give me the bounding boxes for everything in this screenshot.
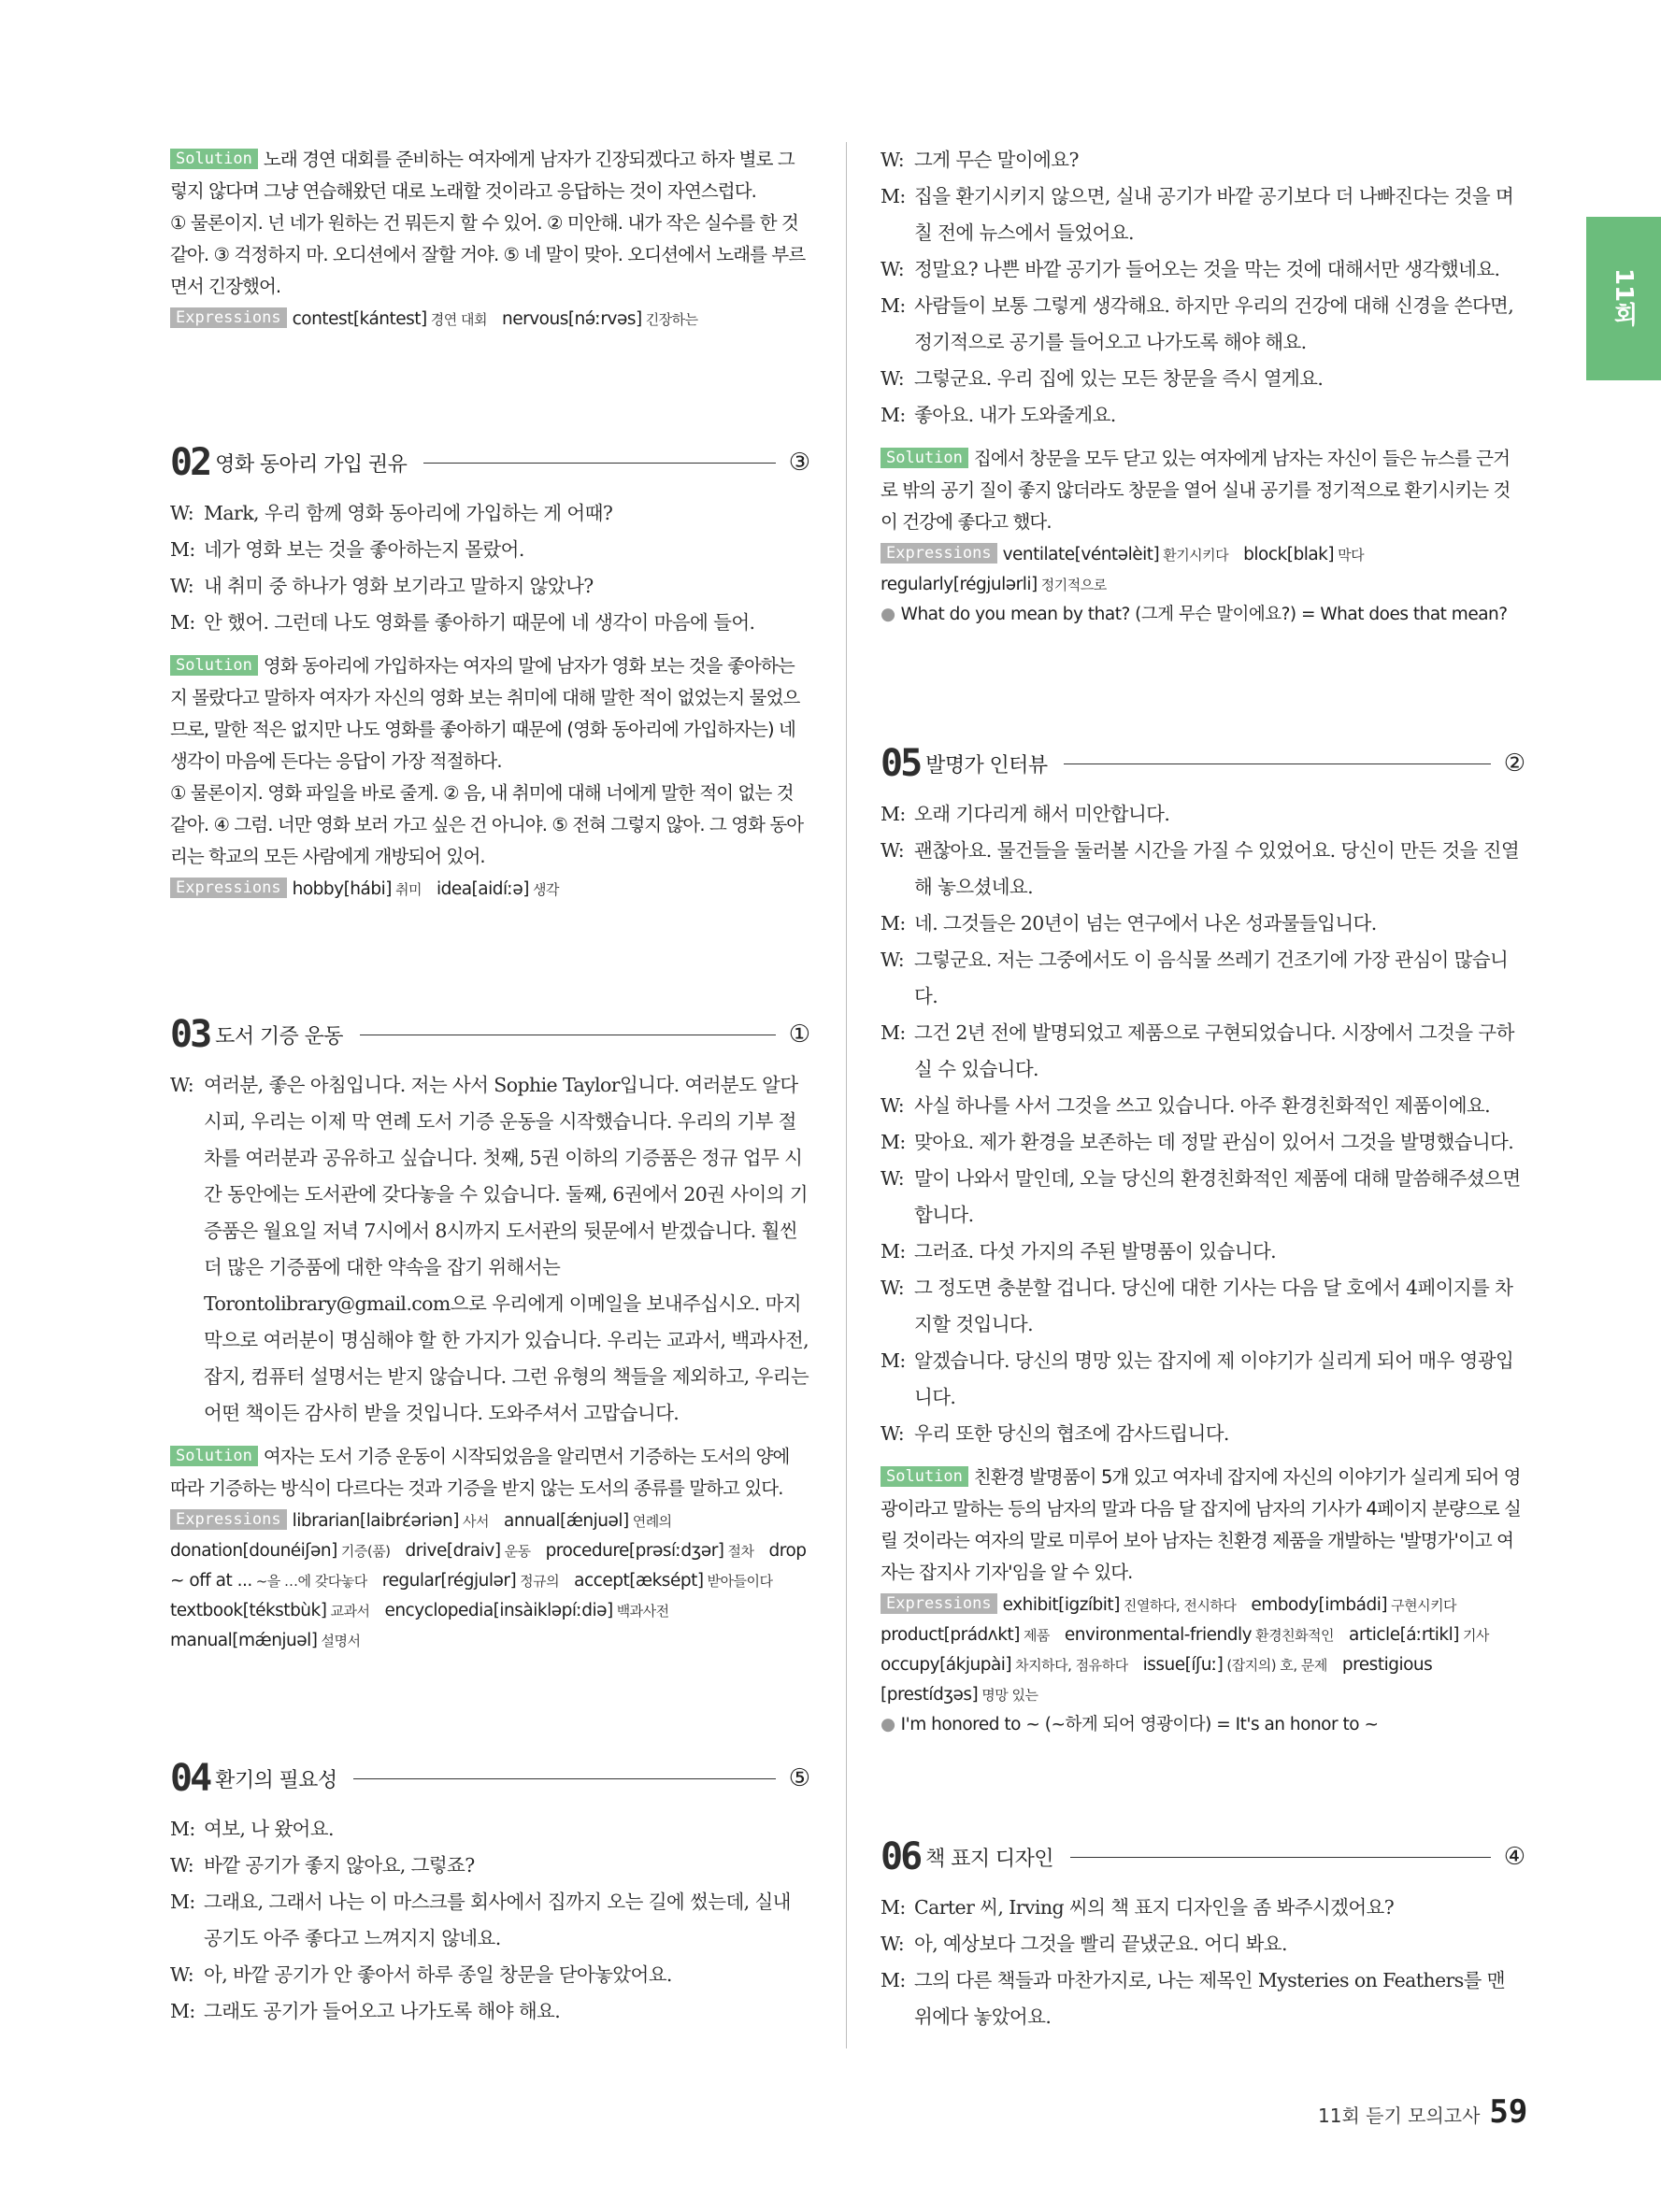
solution-tag: Solution [170,149,258,169]
expressions-tag: Expressions [170,878,287,898]
solution-tag: Solution [170,655,258,676]
section-title: 도서 기증 운동 [215,1024,343,1049]
section-title: 발명가 인터뷰 [925,753,1048,778]
column-divider [846,142,847,2048]
dialogue-line: W: 정말요? 나쁜 바깥 공기가 들어오는 것을 막는 것에 대해서만 생각했네요. [881,258,1500,280]
unit-tab-label: 11회 [1610,268,1638,327]
section-header [170,1751,810,1805]
section-04 [170,1751,810,2030]
section-title: 영화 동아리 가입 권유 [215,452,408,477]
dialogue-line: M: 그의 다른 책들과 마찬가지로, 나는 제목인 Mysteries on Feathers를 맨 위에다 놓았어요. [881,1969,1505,2028]
section-04-continued [881,142,1525,630]
dialogue-line: W: 그렇군요. 저는 그중에서도 이 음식물 쓰레기 건조기에 가장 관심이 많습니다. [881,949,1509,1007]
header-rule [353,1778,775,1779]
section-header [881,1830,1525,1884]
dialogue-line: M: 좋아요. 내가 도와줄게요. [881,404,1116,426]
dialogue [881,142,1525,434]
expressions: Expressions hobby[hábi] 취미 idea[aidíːə] 생각 [170,875,810,905]
header-rule [1070,1857,1491,1858]
solution-block [170,1441,810,1656]
section-number: 05 [881,742,921,785]
bullet-icon: ● [881,1715,895,1734]
footer-text: 11회 듣기 모의고사 [1318,2105,1481,2127]
dialogue-line: M: 안 했어. 그런데 나도 영화를 좋아하기 때문에 네 생각이 마음에 들어. [170,611,755,634]
solution-text: 영화 동아리에 가입하자는 여자의 말에 남자가 영화 보는 것을 좋아하는지 몰랐다고 말하자 여자가 자신의 영화 보는 취미에 대해 말한 적이 없었는지 물었으므로, 말한 적은 없지만 나도 영화를 좋아하기 때문에 (영화 동아리에 가입하자는) 네 생각이 마음에 든다는 응답이 가장 적절하다. [170,655,800,772]
solution-text: 노래 경연 대회를 준비하는 여자에게 남자가 긴장되겠다고 하자 별로 그렇지 않다며 그냥 연습해왔던 대로 노래할 것이라고 응답하는 것이 자연스럽다. [170,149,795,202]
dialogue-line: M: 그래도 공기가 들어오고 나가도록 해야 해요. [170,2000,561,2022]
dialogue-line: W: 그 정도면 충분할 겁니다. 당신에 대한 기사는 다음 달 호에서 4페이지를 차지할 것입니다. [881,1277,1513,1335]
section-title: 환기의 필요성 [215,1768,337,1792]
section-number: 02 [170,441,210,484]
dialogue-line: M: Carter 씨, Irving 씨의 책 표지 디자인을 좀 봐주시겠어요? [881,1896,1395,1919]
dialogue-line: W: 여러분, 좋은 아침입니다. 저는 사서 Sophie Taylor입니다. 여러분도 알다시피, 우리는 이제 막 연례 도서 기증 운동을 시작했습니다. 우리의 기부 절차를 여러분과 공유하고 싶습니다. 첫째, 5권 이하의 기증품은 정규 업무 시간 동안에는 도서관에 갖다놓을 수 있습니다. 둘째, 6권에서 20권 사이의 기증품은 월요일 저녁 7시에서 8시까지 도서관의 뒷문에서 받겠습니다. 훨씬 더 많은 기증품에 대한 약속을 잡기 위해서는 Torontolibrary@gmail.com으로 우리에게 이메일을 보내주십시오. 마지막으로 여러분이 명심해야 할 한 가지가 있습니다. 우리는 교과서, 백과사전, 잡지, 컴퓨터 설명서는 받지 않습니다. 그런 유형의 책들을 제외하고, 우리는 어떤 책이든 감사히 받을 것입니다. 도와주셔서 고맙습니다. [170,1074,809,1424]
section-number: 03 [170,1013,210,1056]
dialogue-line: M: 오래 기다리게 해서 미안합니다. [881,803,1170,825]
options-text: ① 물론이지. 영화 파일을 바로 줄게. ② 음, 내 취미에 대해 너에게 말한 적이 없는 것 같아. ④ 그럼. 너만 영화 보러 가고 싶은 건 아니야. ⑤ 전혀 그렇지 않아. 그 영화 동아리는 학교의 모든 사람에게 개방되어 있어. [170,782,804,867]
dialogue-line: M: 여보, 나 왔어요. [170,1818,334,1840]
dialogue-line: W: 우리 또한 당신의 협조에 감사드립니다. [881,1422,1229,1445]
dialogue-line: M: 그러죠. 다섯 가지의 주된 발명품이 있습니다. [881,1240,1277,1263]
solution-tag: Solution [170,1446,258,1466]
expressions-tag: Expressions [881,543,997,564]
section-header [170,1007,810,1062]
solution-text: 여자는 도서 기증 운동이 시작되었음을 알리면서 기증하는 도서의 양에 따라 기증하는 방식이 다르다는 것과 기증을 받지 않는 도서의 종류를 말하고 있다. [170,1446,790,1499]
dialogue [170,1067,810,1432]
dialogue-line: M: 집을 환기시키지 않으면, 실내 공기가 바깥 공기보다 더 나빠진다는 것을 며칠 전에 뉴스에서 들었어요. [881,185,1514,244]
section-header [170,435,810,490]
expressions: Expressions librarian[laibrέəriən] 사서 annual[ǽnjuəl] 연례의donation[dounéiʃən] 기증(품) drive[draiv] 운동 procedure[prəsíːdʒər] 절차 drop ~ off at ... ~을 …에 갖다놓다 regular[régjulər] 정규의 accept[æksépt] 받아들이다textbook[tékstbùk] 교과서 encyclopedia[insàiklәpíːdiə] 백과사전manual[mǽnjuəl] 설명서 [170,1510,807,1650]
usage-note: ● I'm honored to ~ (~하게 되어 영광이다) = It's an honor to ~ [881,1715,1379,1734]
dialogue-line: M: 네가 영화 보는 것을 좋아하는지 몰랐어. [170,538,524,561]
header-rule [423,463,775,464]
solution-text: 친환경 발명품이 5개 있고 여자네 잡지에 자신의 이야기가 실리게 되어 영광이라고 말하는 등의 남자의 말과 다음 달 잡지에 남자의 기사가 4페이지 분량으로 실릴 것이라는 여자의 말로 미루어 보아 남자는 친환경 제품을 개발하는 '발명가'이고 여자는 잡지사 기자'임을 알 수 있다. [881,1466,1521,1583]
dialogue-line: M: 네. 그것들은 20년이 넘는 연구에서 나온 성과물들입니다. [881,912,1377,935]
dialogue [170,1811,810,2030]
answer-mark: ② [1503,749,1525,778]
section-number: 06 [881,1835,921,1878]
usage-note: ● What do you mean by that? (그게 무슨 말이에요?) = What does that mean? [881,605,1508,624]
dialogue-line: W: 그렇군요. 우리 집에 있는 모든 창문을 즉시 열게요. [881,367,1324,390]
section-05 [881,736,1525,1740]
expressions: Expressions exhibit[igzíbit] 진열하다, 전시하다 embody[imbádi] 구현시키다product[prádʌkt] 제품 environmental-friendly 환경친화적인 article[áːrtikl] 기사occupy[ákjupài] 차지하다, 점유하다 issue[íʃuː] (잡지의) 호, 문제 prestigious [prestídʒəs] 명망 있는 [881,1594,1489,1705]
answer-mark: ③ [788,449,810,477]
header-rule [1064,763,1490,764]
dialogue [881,796,1525,1452]
dialogue [881,1890,1525,2035]
dialogue-line: W: 사실 하나를 사서 그것을 쓰고 있습니다. 아주 환경친화적인 제품이에요. [881,1094,1491,1117]
solution-tag: Solution [881,1466,968,1487]
options-text: ① 물론이지. 넌 네가 원하는 건 뭐든지 할 수 있어. ② 미안해. 내가 작은 실수를 한 것 같아. ③ 걱정하지 마. 오디션에서 잘할 거야. ⑤ 네 말이 맞아. 오디션에서 노래를 부르면서 긴장했어. [170,212,806,297]
section-02 [170,435,810,905]
page-footer [1318,2093,1527,2131]
dialogue-line: M: 그래요, 그래서 나는 이 마스크를 회사에서 집까지 오는 길에 썼는데, 실내 공기도 아주 좋다고 느껴지지 않네요. [170,1891,791,1949]
bullet-icon: ● [881,605,895,624]
dialogue-line: W: 아, 바깥 공기가 안 좋아서 하루 종일 창문을 닫아놓았어요. [170,1963,672,1986]
expressions: Expressions ventilate[véntəlèit] 환기시키다 block[blak] 막다regularly[régjulərli] 정기적으로 [881,544,1365,594]
solution-block [170,650,810,905]
solution-block [881,443,1525,630]
expressions: Expressions contest[kántest] 경연 대회 nervous[nə́ːrvəs] 긴장하는 [170,305,810,335]
dialogue-line: W: 말이 나와서 말인데, 오늘 당신의 환경친화적인 제품에 대해 말씀해주셨으면 합니다. [881,1167,1521,1226]
expressions-tag: Expressions [170,1509,287,1530]
dialogue [170,495,810,641]
solution-text: 집에서 창문을 모두 닫고 있는 여자에게 남자는 자신이 들은 뉴스를 근거로 밖의 공기 질이 좋지 않더라도 창문을 열어 실내 공기를 정기적으로 환기시키는 것이 건강에 좋다고 했다. [881,448,1511,533]
dialogue-line: W: 바깥 공기가 좋지 않아요, 그렇죠? [170,1854,475,1877]
dialogue-line: W: 그게 무슨 말이에요? [881,149,1079,171]
dialogue-line: M: 알겠습니다. 당신의 명망 있는 잡지에 제 이야기가 실리게 되어 매우 영광입니다. [881,1349,1514,1408]
dialogue-line: W: 괜찮아요. 물건들을 둘러볼 시간을 가질 수 있었어요. 당신이 만든 것을 진열해 놓으셨네요. [881,839,1520,898]
dialogue-line: W: 내 취미 중 하나가 영화 보기라고 말하지 않았나? [170,575,594,597]
answer-mark: ① [788,1020,810,1049]
section-header [881,736,1525,791]
section-number: 04 [170,1757,210,1800]
expressions-tag: Expressions [881,1593,997,1614]
expressions-tag: Expressions [170,307,287,328]
dialogue-line: M: 그건 2년 전에 발명되었고 제품으로 구현되었습니다. 시장에서 그것을 구하실 수 있습니다. [881,1021,1514,1080]
unit-tab [1586,217,1661,380]
answer-mark: ④ [1503,1843,1525,1871]
solution-block [881,1462,1525,1740]
page-number: 59 [1489,2093,1528,2131]
answer-mark: ⑤ [788,1764,810,1792]
section-01-solution [170,144,810,335]
solution-tag: Solution [881,448,968,468]
section-title: 책 표지 디자인 [925,1847,1053,1871]
section-03 [170,1007,810,1656]
dialogue-line: W: 아, 예상보다 그것을 빨리 끝냈군요. 어디 봐요. [881,1933,1287,1955]
dialogue-line: M: 맞아요. 제가 환경을 보존하는 데 정말 관심이 있어서 그것을 발명했습니다. [881,1131,1514,1153]
dialogue-line: W: Mark, 우리 함께 영화 동아리에 가입하는 게 어때? [170,502,613,524]
dialogue-line: M: 사람들이 보통 그렇게 생각해요. 하지만 우리의 건강에 대해 신경을 쓴다면, 정기적으로 공기를 들어오고 나가도록 해야 해요. [881,294,1514,353]
section-06 [881,1830,1525,2035]
